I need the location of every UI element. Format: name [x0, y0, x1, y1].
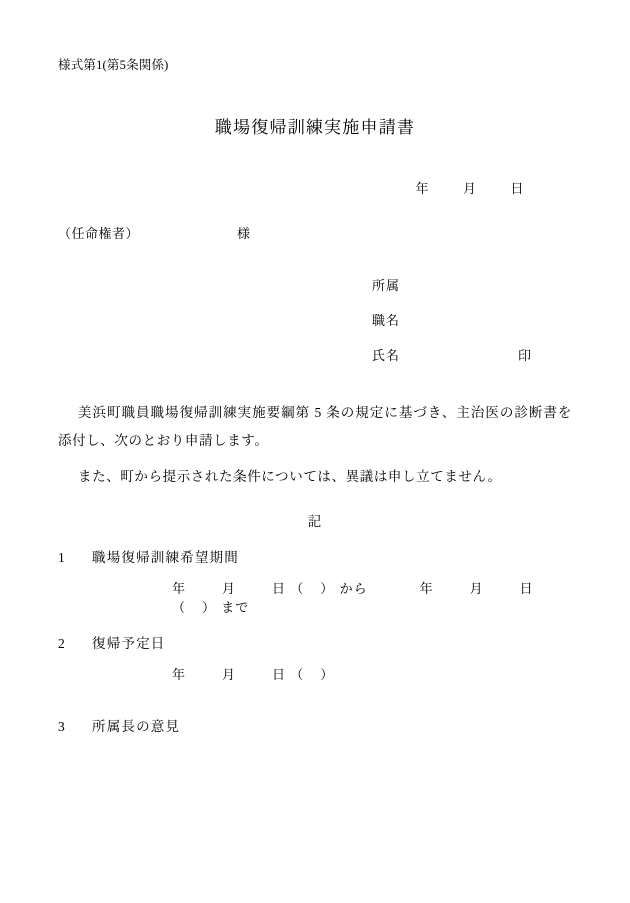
applicant-field-affiliation [372, 278, 572, 295]
item-2 [58, 632, 572, 652]
applicant-field-name [372, 348, 572, 365]
body-paragraph-2: また、町から提示された条件については、異議は申し立てません。 [78, 469, 502, 485]
period-to-weekday-paren: （ ） [172, 599, 218, 615]
addressee-label: （任命権者） [58, 226, 140, 241]
date-day-label: 日 [510, 181, 524, 196]
seal-mark: 印 [518, 347, 533, 363]
period-to-year: 年 [419, 580, 434, 596]
return-date-weekday-paren: （ ） [290, 666, 336, 682]
period-from-weekday-paren: （ ） [290, 580, 336, 596]
period-to-month: 月 [469, 580, 484, 596]
document-body [58, 58, 572, 735]
position-label: 職名 [372, 312, 401, 328]
date-line [58, 178, 572, 197]
period-to-day: 日 [519, 580, 534, 596]
body-paragraph-1: 美浜町職員職場復帰訓練実施要綱第 5 条の規定に基づき、主治医の診断書を添付し、次のとおり申請します。 [58, 404, 572, 449]
item-1 [58, 546, 572, 566]
item-3-number: 3 [58, 718, 66, 734]
addressee-line [58, 223, 572, 242]
item-3-label: 所属長の意見 [92, 718, 181, 734]
period-from-year: 年 [172, 580, 187, 596]
applicant-fields [58, 278, 572, 365]
date-year-label: 年 [415, 181, 429, 196]
ki-marker: 記 [307, 513, 323, 529]
period-from-month: 月 [222, 580, 237, 596]
period-from-day: 日 [272, 580, 287, 596]
return-date-day: 日 [272, 666, 287, 682]
item-2-number: 2 [58, 635, 66, 651]
addressee-honorific: 様 [237, 226, 251, 241]
item-1-label: 職場復帰訓練希望期間 [92, 549, 239, 565]
form-number: 様式第1(第5条関係) [58, 58, 169, 72]
period-from-suffix: から [339, 580, 368, 596]
item-1-period-row [58, 578, 572, 616]
page-title: 職場復帰訓練実施申請書 [214, 118, 416, 137]
applicant-field-position [372, 313, 572, 330]
item-2-label: 復帰予定日 [92, 635, 166, 651]
affiliation-label: 所属 [372, 278, 401, 293]
return-date-month: 月 [222, 666, 237, 682]
name-label: 氏名 [372, 347, 401, 363]
item-2-date-row [58, 664, 572, 683]
period-to-suffix: まで [221, 599, 250, 615]
date-month-label: 月 [462, 181, 477, 196]
item-1-number: 1 [58, 549, 66, 565]
return-date-year: 年 [172, 666, 187, 682]
item-3 [58, 715, 572, 735]
